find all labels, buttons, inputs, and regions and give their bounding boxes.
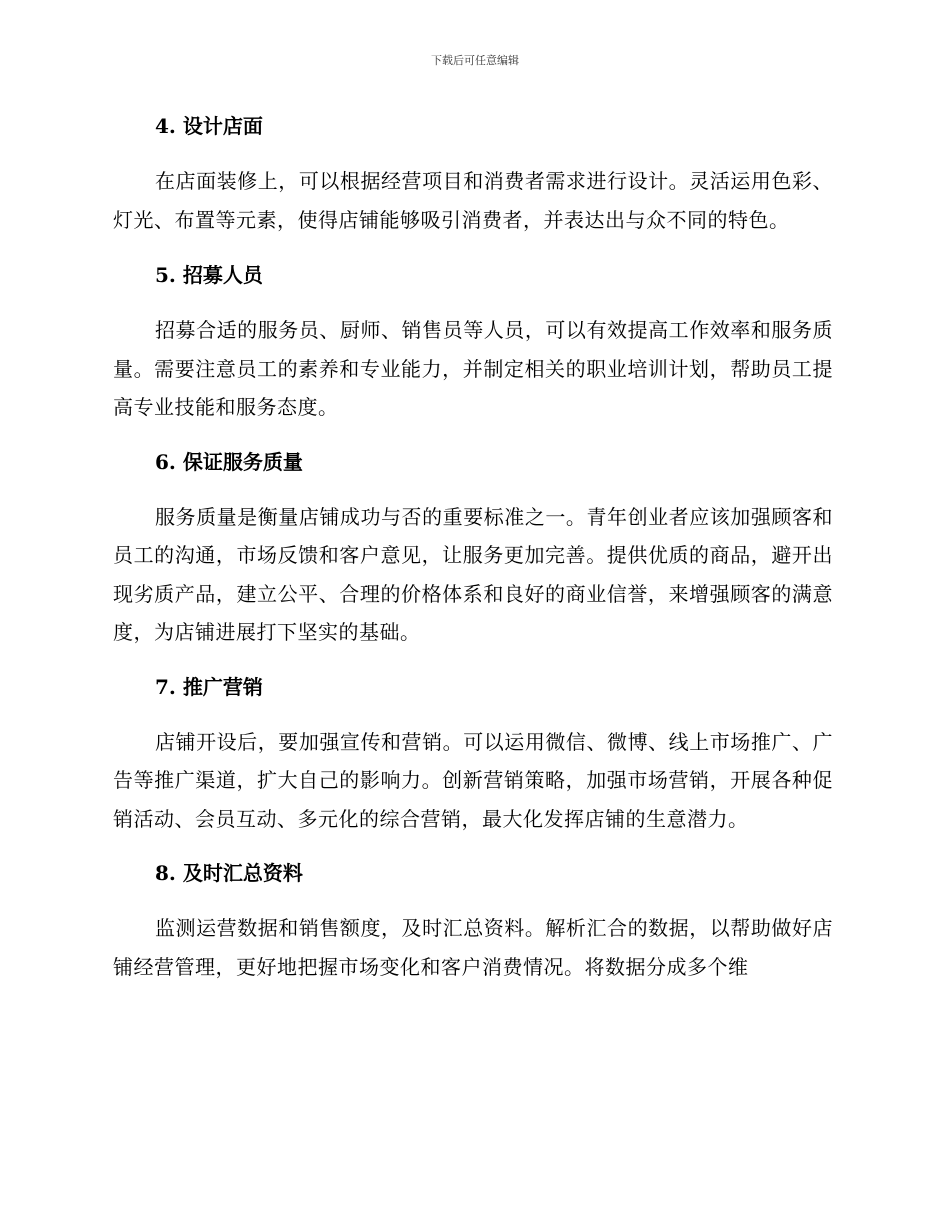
section-paragraph: 服务质量是衡量店铺成功与否的重要标准之一。青年创业者应该加强顾客和员工的沟通，市场反馈和客户意见，让服务更加完善。提供优质的商品，避开出现劣质产品，建立公平、合理的价格体系和良好的商业信誉，来增强顾客的满意度，为店铺进展打下坚实的基础。 [113, 504, 833, 644]
section-service-quality [113, 444, 833, 652]
section-paragraph: 招募合适的服务员、厨师、销售员等人员，可以有效提高工作效率和服务质量。需要注意员工的素养和专业能力，并制定相关的职业培训计划，帮助员工提高专业技能和服务态度。 [113, 318, 833, 419]
section-data-summary [113, 855, 833, 986]
section-heading: 5. 招募人员 [155, 263, 263, 287]
section-heading: 7. 推广营销 [155, 674, 263, 699]
page-header: 下载后可任意编辑 [431, 54, 519, 67]
section-design-storefront [113, 108, 833, 239]
section-recruit-staff [113, 257, 833, 427]
document-body [113, 108, 833, 986]
section-paragraph: 店铺开设后，要加强宣传和营销。可以运用微信、微博、线上市场推广、广告等推广渠道，扩大自己的影响力。创新营销策略，加强市场营销，开展各种促销活动、会员互动、多元化的综合营销，最大化发挥店铺的生意潜力。 [113, 729, 833, 831]
section-heading: 8. 及时汇总资料 [155, 861, 303, 885]
section-marketing [113, 669, 833, 839]
section-heading: 4. 设计店面 [155, 114, 263, 138]
section-heading: 6. 保证服务质量 [155, 449, 303, 474]
section-paragraph: 在店面装修上，可以根据经营项目和消费者需求进行设计。灵活运用色彩、灯光、布置等元素，使得店铺能够吸引消费者，并表达出与众不同的特色。 [113, 169, 833, 232]
section-paragraph: 监测运营数据和销售额度，及时汇总资料。解析汇合的数据，以帮助做好店铺经营管理，更好地把握市场变化和客户消费情况。将数据分成多个维 [113, 916, 833, 979]
